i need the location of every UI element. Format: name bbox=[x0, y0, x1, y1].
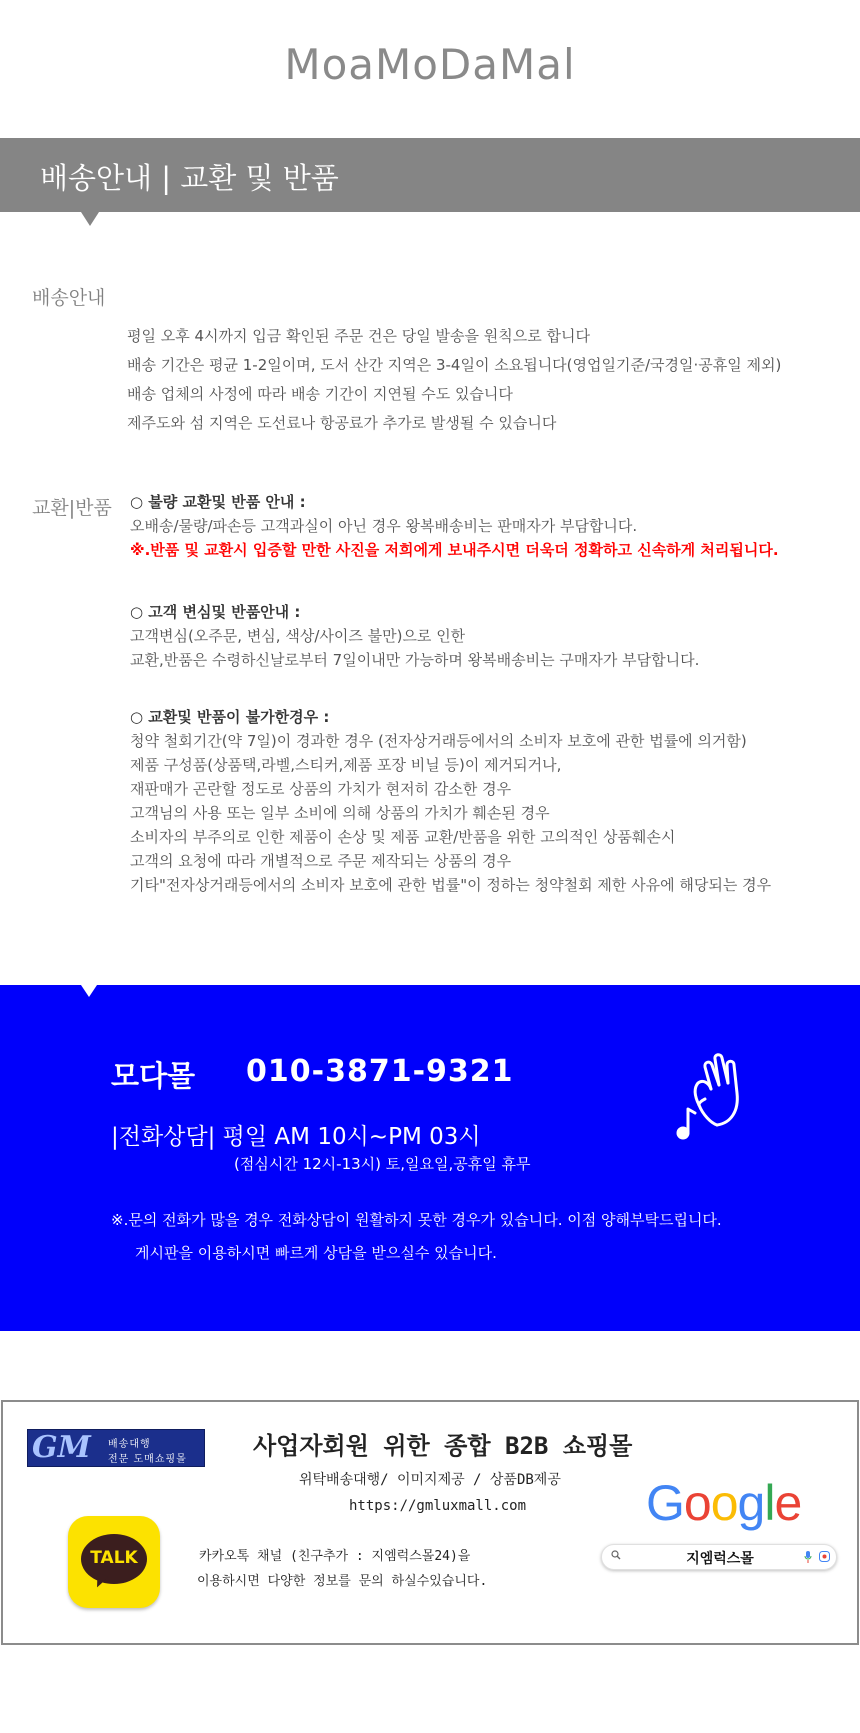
contact-panel-notch bbox=[81, 985, 97, 997]
change-of-mind-line: 고객변심(오주문, 변심, 색상/사이즈 불만)으로 인한 bbox=[130, 627, 466, 645]
google-lens-icon bbox=[819, 1551, 830, 1562]
google-logo-letter: g bbox=[737, 1475, 765, 1531]
gm-logo-line: 전문 도매쇼핑몰 bbox=[108, 1454, 187, 1465]
kakaotalk-icon[interactable] bbox=[68, 1516, 160, 1608]
banner-title: 배송안내 | 교환 및 반품 bbox=[40, 161, 339, 195]
google-logo-letter: e bbox=[774, 1475, 802, 1531]
not-allowed-line: 고객의 요청에 따라 개별적으로 주문 제작되는 상품의 경우 bbox=[130, 852, 512, 870]
contact-phone-number[interactable]: 010-3871-9321 bbox=[246, 1054, 514, 1089]
microphone-icon bbox=[804, 1551, 812, 1563]
defect-line: 오배송/물량/파손등 고객과실이 아닌 경우 왕복배송비는 판매자가 부담합니다. bbox=[130, 517, 638, 535]
contact-panel bbox=[0, 985, 860, 1331]
banner-pointer bbox=[81, 212, 99, 226]
google-logo-letter: l bbox=[764, 1475, 775, 1531]
defect-heading: ○ 불량 교환및 반품 안내 : bbox=[130, 493, 306, 511]
footer-ad-box bbox=[1, 1400, 859, 1645]
not-allowed-line: 기타"전자상거래등에서의 소비자 보호에 관한 법률"이 정하는 청약철회 제한 사유에 해당되는 경우 bbox=[130, 876, 772, 894]
defect-warning: ※.반품 및 교환시 입증할 만한 사진을 저희에게 보내주시면 더욱더 정확하고 신속하게 처리됩니다. bbox=[130, 541, 779, 559]
contact-note: 게시판을 이용하시면 빠르게 상담을 받으실수 있습니다. bbox=[135, 1244, 497, 1262]
change-of-mind-heading: ○ 고객 변심및 반품안내 : bbox=[130, 603, 301, 621]
section-banner bbox=[0, 138, 860, 212]
change-of-mind-line: 교환,반품은 수령하신날로부터 7일이내만 가능하며 왕복배송비는 구매자가 부담합니다. bbox=[130, 651, 700, 669]
not-allowed-line: 고객님의 사용 또는 일부 소비에 의해 상품의 가치가 훼손된 경우 bbox=[130, 804, 550, 822]
google-search-bar[interactable] bbox=[601, 1544, 837, 1570]
kakao-label: TALK bbox=[90, 1548, 138, 1568]
defect-exchange-block bbox=[130, 490, 779, 562]
gm-logo[interactable] bbox=[27, 1429, 205, 1467]
gm-logo-line: 배송대행 bbox=[108, 1439, 151, 1450]
contact-company-name: 모다몰 bbox=[111, 1059, 196, 1093]
shipping-section-label: 배송안내 bbox=[32, 287, 106, 309]
change-of-mind-block bbox=[130, 600, 699, 672]
brand-logo-text: MoaMoDaMal bbox=[284, 40, 576, 89]
ok-hand-icon bbox=[665, 1053, 749, 1145]
shipping-line: 배송 업체의 사정에 따라 배송 기간이 지연될 수도 있습니다 bbox=[127, 385, 513, 403]
shipping-line: 배송 기간은 평균 1-2일이며, 도서 산간 지역은 3-4일이 소요됩니다(영업일기준/국경일·공휴일 제외) bbox=[127, 356, 782, 374]
google-logo-letter: o bbox=[683, 1475, 711, 1531]
google-logo-letter: o bbox=[710, 1475, 738, 1531]
not-allowed-line: 청약 철회기간(약 7일)이 경과한 경우 (전자상거래등에서의 소비자 보호에 관한 법률에 의거함) bbox=[130, 732, 747, 750]
contact-note: ※.문의 전화가 많을 경우 전화상담이 원활하지 못한 경우가 있습니다. 이점 양해부탁드립니다. bbox=[111, 1211, 722, 1229]
not-allowed-block bbox=[130, 705, 771, 897]
kakao-info-line: 카카오톡 채널 (친구추가 : 지엠럭스몰24)을 bbox=[199, 1549, 471, 1564]
kakao-info-line: 이용하시면 다양한 정보를 문의 하실수있습니다. bbox=[197, 1574, 488, 1589]
contact-consult-hours: |전화상담| 평일 AM 10시~PM 03시 bbox=[111, 1124, 481, 1150]
google-search-query: 지엠럭스몰 bbox=[686, 1551, 754, 1567]
google-logo bbox=[646, 1474, 801, 1532]
footer-title: 사업자회원 위한 종합 B2B 쇼핑몰 bbox=[253, 1432, 633, 1460]
shipping-info-list bbox=[127, 322, 781, 438]
not-allowed-line: 제품 구성품(상품택,라벨,스티커,제품 포장 비닐 등)이 제거되거나, bbox=[130, 756, 562, 774]
footer-url-link[interactable]: https://gmluxmall.com bbox=[349, 1498, 527, 1514]
gm-logo-mark: GM bbox=[32, 1430, 91, 1465]
exchange-section-label: 교환|반품 bbox=[32, 497, 112, 519]
google-logo-letter: G bbox=[646, 1475, 684, 1531]
not-allowed-heading: ○ 교환및 반품이 불가한경우 : bbox=[130, 708, 330, 726]
footer-subtitle: 위탁배송대행/ 이미지제공 / 상품DB제공 bbox=[299, 1472, 561, 1488]
contact-lunch-hours: (점심시간 12시-13시) 토,일요일,공휴일 휴무 bbox=[234, 1155, 531, 1173]
not-allowed-line: 소비자의 부주의로 인한 제품이 손상 및 제품 교환/반품을 위한 고의적인 상품훼손시 bbox=[130, 828, 676, 846]
not-allowed-line: 재판매가 곤란할 정도로 상품의 가치가 현저히 감소한 경우 bbox=[130, 780, 512, 798]
shipping-line: 평일 오후 4시까지 입금 확인된 주문 건은 당일 발송을 원칙으로 합니다 bbox=[127, 327, 590, 345]
shipping-line: 제주도와 섬 지역은 도선료나 항공료가 추가로 발생될 수 있습니다 bbox=[127, 414, 557, 432]
